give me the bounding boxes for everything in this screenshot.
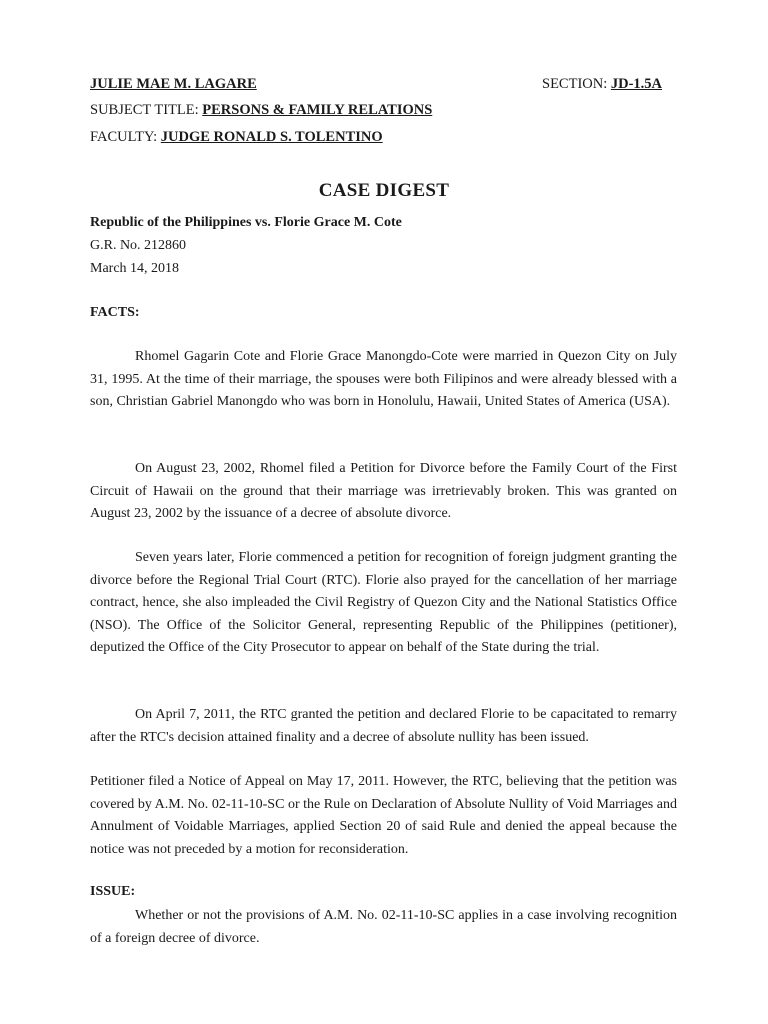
section-value: JD-1.5A — [610, 76, 663, 92]
issue-heading: ISSUE: — [90, 884, 136, 899]
student-name-line — [90, 75, 257, 93]
case-title: Republic of the Philippines vs. Florie Grace M. Cote — [90, 215, 402, 230]
faculty-label: FACULTY: — [90, 129, 161, 145]
issue-paragraph-1: Whether or not the provisions of A.M. No. 02-11-10-SC applies in a case involving recognition of a foreign decree of divorce. — [90, 908, 677, 946]
facts-paragraph-2: On August 23, 2002, Rhomel filed a Petition for Divorce before the Family Court of the First Circuit of Hawaii on the ground that their marriage was irretrievably broken. This was granted on August 23, 2002 by the issuance of a decree of absolute divorce. — [90, 461, 677, 521]
student-name: JULIE MAE M. LAGARE — [90, 76, 257, 92]
faculty-value: JUDGE RONALD S. TOLENTINO — [160, 129, 383, 145]
subject-label: SUBJECT TITLE: — [90, 102, 203, 118]
document-title: CASE DIGEST — [318, 180, 450, 201]
facts-paragraph-5: Petitioner filed a Notice of Appeal on May 17, 2011. However, the RTC, believing that the petition was covered by A.M. No. 02-11-10-SC or the Rule on Declaration of Absolute Nullity of Void Marriages and Annulment of Voidable Marriages, applied Section 20 of said Rule and denied the appeal because the notice was not preceded by a motion for reconsideration. — [90, 774, 677, 857]
facts-paragraph-1: Rhomel Gagarin Cote and Florie Grace Manongdo-Cote were married in Quezon City on July 31, 1995. At the time of their marriage, the spouses were both Filipinos and were already blessed with a son, Christian Gabriel Manongdo who was born in Honolulu, Hawaii, United States of America (USA). — [90, 349, 677, 409]
subject-line — [90, 101, 432, 119]
facts-paragraph-4: On April 7, 2011, the RTC granted the petition and declared Florie to be capacitated to remarry after the RTC's decision attained finality and a decree of absolute nullity has been issued. — [90, 707, 677, 745]
section-line — [542, 75, 662, 93]
faculty-line — [90, 128, 383, 146]
gr-number: G.R. No. 212860 — [90, 238, 187, 253]
subject-value: PERSONS & FAMILY RELATIONS — [202, 102, 433, 118]
case-date: March 14, 2018 — [90, 261, 180, 276]
section-label: SECTION: — [542, 76, 611, 92]
facts-paragraph-3: Seven years later, Florie commenced a petition for recognition of foreign judgment granting the divorce before the Regional Trial Court (RTC). Florie also prayed for the cancellation of her marriage contract, hence, she also impleaded the Civil Registry of Quezon City and the National Statistics Office (NSO). The Office of the Solicitor General, representing Republic of the Philippines (petitioner), deputized the Office of the City Prosecutor to appear on behalf of the State during the trial. — [90, 550, 677, 655]
facts-heading: FACTS: — [90, 305, 140, 320]
